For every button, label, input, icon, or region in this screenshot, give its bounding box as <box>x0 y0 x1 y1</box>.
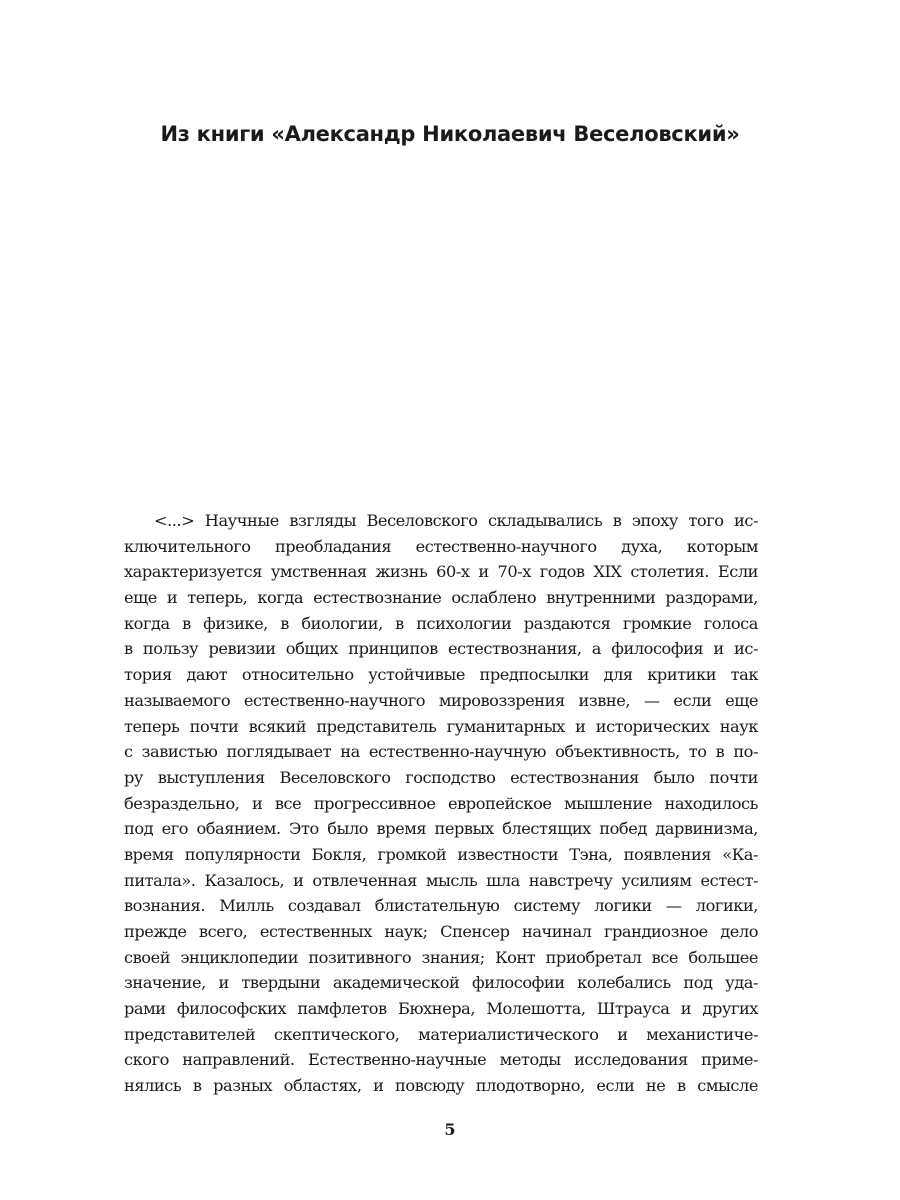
text-line: <...> Научные взгляды Веселовского складывались в эпоху того ис- <box>154 511 758 530</box>
text-line: когда в физике, в биологии, в психологии раздаются громкие голоса <box>124 613 758 633</box>
text-line: называемого естественно-научного мировоззрения извне, — если еще <box>124 690 758 710</box>
text-line: под его обаянием. Это было время первых блестящих побед дарвинизма, <box>124 819 758 839</box>
text-line: ключительного преобладания естественно-научного духа, которым <box>124 536 758 556</box>
text-line: с завистью поглядывает на естественно-научную объективность, то в по- <box>124 742 758 762</box>
page-number: 5 <box>444 1120 456 1139</box>
body-paragraph <box>124 508 758 1099</box>
text-line: тория дают относительно устойчивые предпосылки для критики так <box>124 665 758 685</box>
text-line: вознания. Милль создавал блистательную систему логики — логики, <box>124 896 758 916</box>
text-line: представителей скептического, материалистического и механистиче- <box>124 1024 758 1044</box>
text-line: ру выступления Веселовского господство естествознания было почти <box>124 767 758 787</box>
text-line: время популярности Бокля, громкой известности Тэна, появления «Ка- <box>124 844 758 864</box>
text-line: нялись в разных областях, и повсюду плодотворно, если не в смысле <box>124 1076 758 1096</box>
chapter-title: Из книги «Александр Николаевич Веселовский» <box>160 122 740 146</box>
text-line: своей энциклопедии позитивного знания; Конт приобретал все большее <box>124 947 758 967</box>
text-line: прежде всего, естественных наук; Спенсер начинал грандиозное дело <box>124 922 758 941</box>
text-line: еще и теперь, когда естествознание ослаблено внутренними раздорами, <box>124 588 758 608</box>
text-line: ского направлений. Естественно-научные методы исследования приме- <box>124 1050 758 1070</box>
text-line: в пользу ревизии общих принципов естествознания, а философия и ис- <box>124 639 758 659</box>
text-line: безраздельно, и все прогрессивное европейское мышление находилось <box>124 793 758 813</box>
text-line: питала». Казалось, и отвлеченная мысль шла навстречу усилиям естест- <box>124 870 758 890</box>
text-line: характеризуется умственная жизнь 60-х и 70-х годов XIX столетия. Если <box>124 562 758 582</box>
text-line: рами философских памфлетов Бюхнера, Молешотта, Штрауса и других <box>124 999 758 1019</box>
text-line: значение, и твердыни академической философии колебались под уда- <box>124 973 758 993</box>
text-line: теперь почти всякий представитель гуманитарных и исторических наук <box>124 716 758 736</box>
